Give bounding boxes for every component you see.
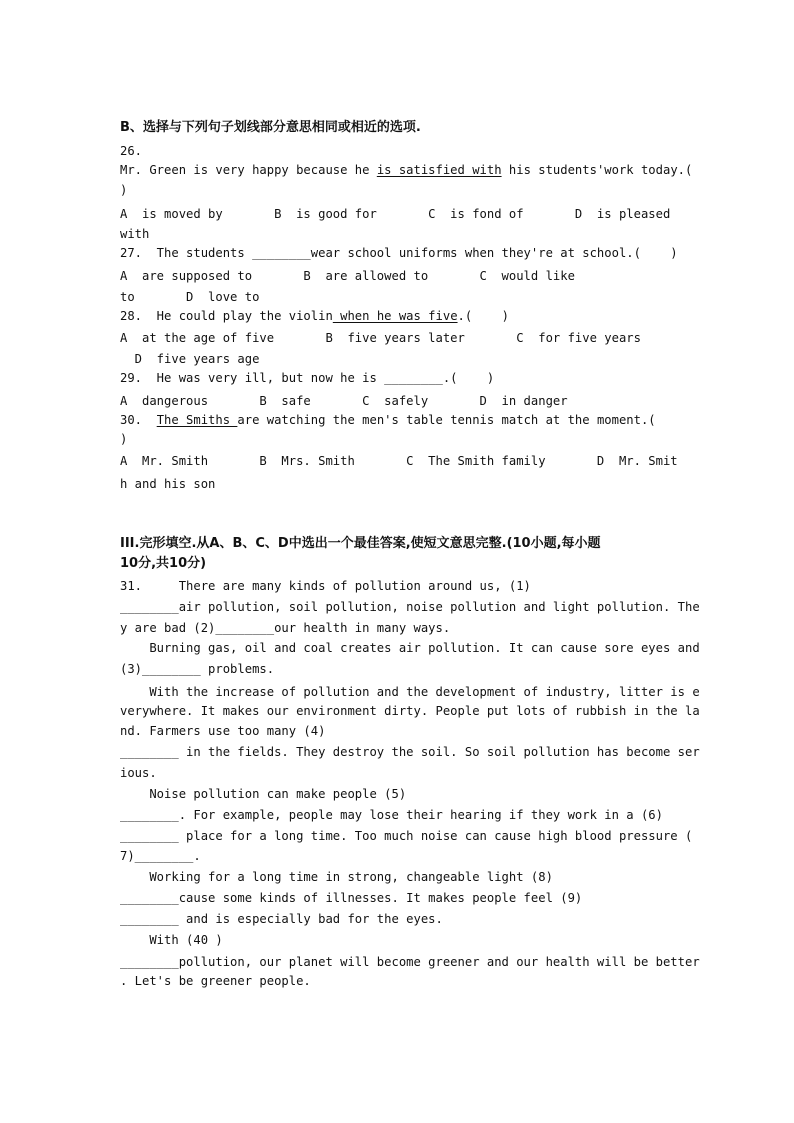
passage-line: ________ place for a long time. Too much noise can cause high blood pressure (: [120, 829, 693, 843]
section-iii-title: III.完形填空.从A、B、C、D中选出一个最佳答案,使短文意思完整.(10小题,每小题: [120, 536, 601, 551]
q29-options: A dangerous B safe C safely D in danger: [120, 394, 568, 408]
q26-number: 26.: [120, 144, 143, 158]
q28-options: A at the age of five B five years later C for five years: [120, 331, 641, 345]
passage-line: Burning gas, oil and coal creates air pollution. It can cause sore eyes and: [120, 641, 700, 655]
passage-line: 31. There are many kinds of pollution around us, (1): [120, 579, 531, 593]
passage-line: ________pollution, our planet will become greener and our health will be better: [120, 955, 700, 969]
q28-stem: [120, 308, 509, 324]
q30-post: are watching the men's table tennis match at the moment.(: [237, 413, 656, 427]
q27-stem: 27. The students ________wear school uniforms when they're at school.( ): [120, 246, 678, 260]
q30-options-wrap: h and his son: [120, 477, 216, 491]
passage-line: ________ and is especially bad for the eyes.: [120, 912, 443, 926]
passage-line: ________ in the fields. They destroy the soil. So soil pollution has become ser: [120, 745, 700, 759]
q26-post: his students'work today.(: [501, 163, 693, 177]
passage-line: ________cause some kinds of illnesses. It makes people feel (9): [120, 891, 583, 905]
q27-options-wrap: to D love to: [120, 290, 260, 304]
passage-line: With the increase of pollution and the development of industry, litter is e: [120, 685, 700, 699]
passage-line: verywhere. It makes our environment dirty. People put lots of rubbish in the la: [120, 704, 700, 718]
q30-pre: 30.: [120, 413, 157, 427]
q26-options-wrap: with: [120, 227, 150, 241]
q26-stem: [120, 162, 692, 178]
passage-line: Noise pollution can make people (5): [120, 787, 407, 801]
section-b-title: B、选择与下列句子划线部分意思相同或相近的选项.: [120, 120, 421, 135]
q30-underlined: The Smiths: [156, 413, 238, 427]
passage-line: . Let's be greener people.: [120, 974, 311, 988]
q28-pre: 28. He could play the violin: [120, 309, 333, 323]
passage-line: 7)________.: [120, 849, 201, 863]
passage-line: ________. For example, people may lose their hearing if they work in a (6): [120, 808, 663, 822]
passage-line: ________air pollution, soil pollution, noise pollution and light pollution. The: [120, 600, 700, 614]
q26-pre: Mr. Green is very happy because he: [120, 163, 377, 177]
q30-paren: ): [120, 432, 128, 446]
q26-paren: ): [120, 183, 128, 197]
passage-line: ious.: [120, 766, 157, 780]
passage-line: y are bad (2)________our health in many ways.: [120, 621, 451, 635]
q30-stem: [120, 412, 656, 428]
passage-line: Working for a long time in strong, changeable light (8): [120, 870, 553, 884]
q26-options: A is moved by B is good for C is fond of D is pleased: [120, 207, 671, 221]
q28-post: .( ): [457, 309, 509, 323]
passage-line: (3)________ problems.: [120, 662, 275, 676]
passage-line: With (40 ): [120, 933, 223, 947]
q28-underlined: when he was five: [332, 309, 458, 323]
q30-options: A Mr. Smith B Mrs. Smith C The Smith family D Mr. Smit: [120, 454, 678, 468]
q29-stem: 29. He was very ill, but now he is ________.( ): [120, 371, 495, 385]
passage-line: nd. Farmers use too many (4): [120, 724, 326, 738]
q27-options: A are supposed to B are allowed to C would like: [120, 269, 575, 283]
q28-options-wrap: D five years age: [120, 352, 260, 366]
q26-underlined: is satisfied with: [376, 163, 502, 177]
section-iii-title-wrap: 10分,共10分): [120, 556, 207, 571]
